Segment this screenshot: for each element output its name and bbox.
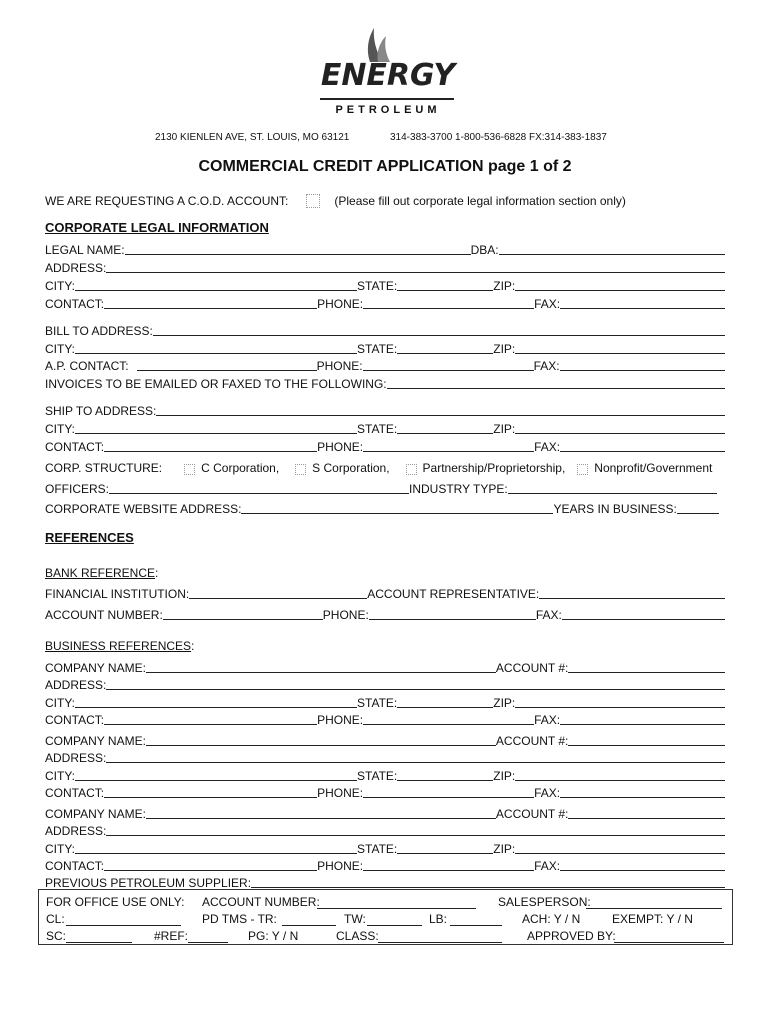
state-label: STATE: bbox=[357, 342, 398, 356]
bill-to-field[interactable] bbox=[153, 323, 725, 336]
business-colon: : bbox=[191, 639, 195, 653]
ref3-city-row bbox=[45, 838, 725, 856]
cod-note: (Please fill out corporate legal information section only) bbox=[334, 194, 626, 208]
office-cl-field[interactable] bbox=[66, 913, 181, 926]
ref2-contact-row bbox=[45, 782, 725, 800]
fax-label: FAX: bbox=[534, 786, 561, 800]
company-name-field[interactable] bbox=[146, 660, 496, 673]
contact-label: CONTACT: bbox=[45, 440, 105, 454]
website-row bbox=[45, 498, 719, 516]
contact-row bbox=[45, 293, 725, 311]
phone-label: PHONE: bbox=[317, 440, 364, 454]
s-corp-label: S Corporation, bbox=[312, 461, 390, 475]
ref3-contact-row bbox=[45, 855, 725, 873]
logo-sub: PETROLEUM bbox=[335, 104, 441, 116]
zip-label: ZIP: bbox=[493, 769, 516, 783]
corp-structure-row bbox=[45, 457, 725, 475]
state-label: STATE: bbox=[357, 696, 398, 710]
state-field[interactable] bbox=[397, 695, 493, 708]
ship-to-field[interactable] bbox=[156, 403, 725, 416]
address-field[interactable] bbox=[106, 677, 725, 690]
officers-field[interactable] bbox=[109, 481, 409, 494]
legal-name-label: LEGAL NAME: bbox=[45, 243, 125, 257]
office-tw-label: TW: bbox=[344, 912, 366, 926]
fax-field[interactable] bbox=[560, 296, 725, 309]
address-label: ADDRESS: bbox=[45, 824, 107, 838]
officers-label: OFFICERS: bbox=[45, 482, 110, 496]
fax-label: FAX: bbox=[534, 713, 561, 727]
legal-name-field[interactable] bbox=[125, 242, 471, 255]
contact-label: CONTACT: bbox=[45, 713, 105, 727]
state-label: STATE: bbox=[357, 769, 398, 783]
bill-to-label: BILL TO ADDRESS: bbox=[45, 324, 153, 338]
fax-field[interactable] bbox=[560, 858, 725, 871]
rep-label: ACCOUNT REPRESENTATIVE: bbox=[367, 587, 540, 601]
address-label: ADDRESS: bbox=[45, 751, 107, 765]
institution-row bbox=[45, 583, 725, 601]
office-tr-field[interactable] bbox=[282, 913, 336, 926]
zip-label: ZIP: bbox=[493, 696, 516, 710]
s-corp-checkbox[interactable] bbox=[295, 464, 306, 475]
logo-word: ENERGY bbox=[320, 58, 456, 93]
ship-to-label: SHIP TO ADDRESS: bbox=[45, 404, 157, 418]
ref1-contact-row bbox=[45, 709, 725, 727]
company-name-label: COMPANY NAME: bbox=[45, 661, 146, 675]
city-field[interactable] bbox=[75, 695, 357, 708]
office-approved-label: APPROVED BY: bbox=[527, 929, 616, 943]
company-phones: 314-383-3700 1-800-536-6828 FX:314-383-1837 bbox=[390, 132, 607, 143]
zip-field[interactable] bbox=[515, 695, 725, 708]
c-corp-checkbox[interactable] bbox=[184, 464, 195, 475]
page-title: COMMERCIAL CREDIT APPLICATION page 1 of 2 bbox=[198, 158, 572, 175]
office-pdtms-label: PD TMS - TR: bbox=[202, 912, 277, 926]
state-field[interactable] bbox=[397, 768, 493, 781]
city-label: CITY: bbox=[45, 769, 76, 783]
c-corp-label: C Corporation, bbox=[201, 461, 280, 475]
previous-supplier-label: PREVIOUS PETROLEUM SUPPLIER: bbox=[45, 876, 252, 890]
address-row bbox=[45, 257, 725, 275]
state-label: STATE: bbox=[357, 842, 398, 856]
account-num-field[interactable] bbox=[568, 806, 725, 819]
city-field[interactable] bbox=[75, 278, 357, 291]
legal-name-row bbox=[45, 239, 725, 257]
invoices-label: INVOICES TO BE EMAILED OR FAXED TO THE FOLLOWING: bbox=[45, 377, 387, 391]
fax-field[interactable] bbox=[562, 607, 725, 620]
corp-structure-label: CORP. STRUCTURE: bbox=[45, 461, 163, 475]
contact-field[interactable] bbox=[104, 858, 317, 871]
office-account-field[interactable] bbox=[317, 896, 476, 909]
office-lb-label: LB: bbox=[429, 912, 448, 926]
ref2-city-row bbox=[45, 765, 725, 783]
ship-to-row bbox=[45, 400, 725, 418]
state-field[interactable] bbox=[397, 421, 493, 434]
address-label: ADDRESS: bbox=[45, 261, 107, 275]
office-exempt-label: EXEMPT: Y / N bbox=[612, 912, 693, 926]
corporate-heading: CORPORATE LEGAL INFORMATION bbox=[45, 220, 269, 235]
phone-label: PHONE: bbox=[316, 359, 363, 373]
logo-rule bbox=[320, 98, 454, 100]
years-field[interactable] bbox=[677, 501, 719, 514]
partnership-label: Partnership/Proprietorship, bbox=[422, 461, 566, 475]
phone-label: PHONE: bbox=[322, 608, 369, 622]
city-label: CITY: bbox=[45, 842, 76, 856]
fax-field[interactable] bbox=[560, 712, 725, 725]
nonprofit-checkbox[interactable] bbox=[577, 464, 588, 475]
company-name-field[interactable] bbox=[146, 733, 496, 746]
city-label: CITY: bbox=[45, 422, 76, 436]
fax-label: FAX: bbox=[535, 608, 562, 622]
business-references-heading: BUSINESS REFERENCES bbox=[45, 639, 192, 653]
city-field[interactable] bbox=[75, 768, 357, 781]
city-label: CITY: bbox=[45, 279, 76, 293]
partnership-checkbox[interactable] bbox=[406, 464, 417, 475]
office-cl-label: CL: bbox=[46, 912, 65, 926]
account-number-field[interactable] bbox=[163, 607, 323, 620]
business-heading-row bbox=[45, 635, 725, 653]
cod-label: WE ARE REQUESTING A C.O.D. ACCOUNT: bbox=[45, 194, 289, 208]
officers-row bbox=[45, 478, 717, 496]
institution-label: FINANCIAL INSTITUTION: bbox=[45, 587, 190, 601]
office-ref-label: #REF: bbox=[154, 929, 189, 943]
phone-field[interactable] bbox=[363, 785, 534, 798]
ref2-company-row bbox=[45, 730, 725, 748]
ap-contact-field[interactable] bbox=[137, 358, 317, 371]
city-field[interactable] bbox=[75, 341, 357, 354]
city-label: CITY: bbox=[45, 342, 76, 356]
state-field[interactable] bbox=[397, 278, 493, 291]
bank-account-row bbox=[45, 604, 725, 622]
company-address: 2130 KIENLEN AVE, ST. LOUIS, MO 63121 bbox=[155, 132, 350, 143]
state-label: STATE: bbox=[357, 279, 398, 293]
address-field[interactable] bbox=[106, 750, 725, 763]
contact-label: CONTACT: bbox=[45, 859, 105, 873]
invoices-field[interactable] bbox=[387, 376, 725, 389]
zip-label: ZIP: bbox=[493, 422, 516, 436]
office-class-field[interactable] bbox=[378, 930, 502, 943]
fax-field[interactable] bbox=[560, 439, 725, 452]
contact-label: CONTACT: bbox=[45, 297, 105, 311]
account-number-label: ACCOUNT NUMBER: bbox=[45, 608, 163, 622]
zip-field[interactable] bbox=[515, 421, 725, 434]
ship-city-row bbox=[45, 418, 725, 436]
office-use-box bbox=[38, 889, 733, 945]
nonprofit-label: Nonprofit/Government bbox=[594, 461, 713, 475]
zip-label: ZIP: bbox=[493, 279, 516, 293]
bank-heading-row bbox=[45, 562, 725, 580]
city-row bbox=[45, 275, 725, 293]
city-field[interactable] bbox=[75, 421, 357, 434]
phone-field[interactable] bbox=[363, 439, 534, 452]
account-num-label: ACCOUNT #: bbox=[495, 661, 569, 675]
zip-field[interactable] bbox=[515, 841, 725, 854]
bank-reference-heading: BANK REFERENCE bbox=[45, 566, 156, 580]
invoices-row bbox=[45, 373, 725, 391]
zip-label: ZIP: bbox=[493, 842, 516, 856]
fax-field[interactable] bbox=[560, 358, 725, 371]
office-approved-field[interactable] bbox=[614, 930, 724, 943]
website-field[interactable] bbox=[241, 501, 553, 514]
fax-label: FAX: bbox=[534, 440, 561, 454]
office-ach-label: ACH: Y / N bbox=[522, 912, 581, 926]
ship-contact-row bbox=[45, 436, 725, 454]
rep-field[interactable] bbox=[539, 586, 725, 599]
office-sc-label: SC: bbox=[46, 929, 67, 943]
phone-field[interactable] bbox=[363, 858, 534, 871]
contact-field[interactable] bbox=[104, 712, 317, 725]
company-name-label: COMPANY NAME: bbox=[45, 734, 146, 748]
office-tw-field[interactable] bbox=[367, 913, 422, 926]
ap-contact-row bbox=[45, 355, 725, 373]
phone-field[interactable] bbox=[363, 712, 534, 725]
office-account-label: ACCOUNT NUMBER: bbox=[202, 895, 320, 909]
ref3-company-row bbox=[45, 803, 725, 821]
ref2-address-row bbox=[45, 747, 725, 765]
previous-supplier-field[interactable] bbox=[251, 875, 725, 888]
zip-label: ZIP: bbox=[493, 342, 516, 356]
contact-field[interactable] bbox=[104, 296, 317, 309]
address-label: ADDRESS: bbox=[45, 678, 107, 692]
account-num-field[interactable] bbox=[568, 733, 725, 746]
office-sc-field[interactable] bbox=[66, 930, 132, 943]
office-pg-label: PG: Y / N bbox=[248, 929, 299, 943]
phone-label: PHONE: bbox=[317, 859, 364, 873]
company-name-field[interactable] bbox=[146, 806, 496, 819]
dba-label: DBA: bbox=[470, 243, 499, 257]
contact-label: CONTACT: bbox=[45, 786, 105, 800]
fax-field[interactable] bbox=[560, 785, 725, 798]
state-field[interactable] bbox=[397, 341, 493, 354]
bill-to-row bbox=[45, 320, 725, 338]
ref1-company-row bbox=[45, 657, 725, 675]
zip-field[interactable] bbox=[515, 278, 725, 291]
zip-field[interactable] bbox=[515, 341, 725, 354]
city-label: CITY: bbox=[45, 696, 76, 710]
office-salesperson-field[interactable] bbox=[586, 896, 722, 909]
industry-label: INDUSTRY TYPE: bbox=[409, 482, 508, 496]
fax-label: FAX: bbox=[534, 297, 561, 311]
cod-row bbox=[45, 190, 725, 208]
account-num-field[interactable] bbox=[568, 660, 725, 673]
office-title: FOR OFFICE USE ONLY: bbox=[46, 895, 185, 909]
website-label: CORPORATE WEBSITE ADDRESS: bbox=[45, 502, 242, 516]
address-field[interactable] bbox=[106, 823, 725, 836]
office-class-label: CLASS: bbox=[336, 929, 379, 943]
state-label: STATE: bbox=[357, 422, 398, 436]
industry-field[interactable] bbox=[508, 481, 717, 494]
phone-field[interactable] bbox=[369, 607, 536, 620]
references-heading: REFERENCES bbox=[45, 530, 134, 545]
phone-label: PHONE: bbox=[317, 297, 364, 311]
company-name-label: COMPANY NAME: bbox=[45, 807, 146, 821]
state-field[interactable] bbox=[397, 841, 493, 854]
contact-field[interactable] bbox=[104, 785, 317, 798]
fax-label: FAX: bbox=[533, 359, 560, 373]
company-logo bbox=[318, 28, 458, 120]
account-num-label: ACCOUNT #: bbox=[495, 734, 569, 748]
address-field[interactable] bbox=[106, 260, 725, 273]
office-ref-field[interactable] bbox=[188, 930, 228, 943]
phone-field[interactable] bbox=[363, 358, 534, 371]
ref1-address-row bbox=[45, 674, 725, 692]
years-label: YEARS IN BUSINESS: bbox=[553, 502, 677, 516]
phone-field[interactable] bbox=[363, 296, 534, 309]
previous-supplier-row bbox=[45, 872, 725, 890]
bill-city-row bbox=[45, 338, 725, 356]
institution-field[interactable] bbox=[189, 586, 367, 599]
dba-field[interactable] bbox=[499, 242, 725, 255]
account-num-label: ACCOUNT #: bbox=[495, 807, 569, 821]
fax-label: FAX: bbox=[534, 859, 561, 873]
city-field[interactable] bbox=[75, 841, 357, 854]
bank-colon: : bbox=[155, 566, 159, 580]
ref1-city-row bbox=[45, 692, 725, 710]
phone-label: PHONE: bbox=[317, 713, 364, 727]
cod-checkbox[interactable] bbox=[306, 194, 320, 208]
office-lb-field[interactable] bbox=[450, 913, 502, 926]
ref3-address-row bbox=[45, 820, 725, 838]
office-salesperson-label: SALESPERSON: bbox=[498, 895, 591, 909]
contact-field[interactable] bbox=[104, 439, 317, 452]
phone-label: PHONE: bbox=[317, 786, 364, 800]
ap-contact-label: A.P. CONTACT: bbox=[45, 359, 129, 373]
zip-field[interactable] bbox=[515, 768, 725, 781]
